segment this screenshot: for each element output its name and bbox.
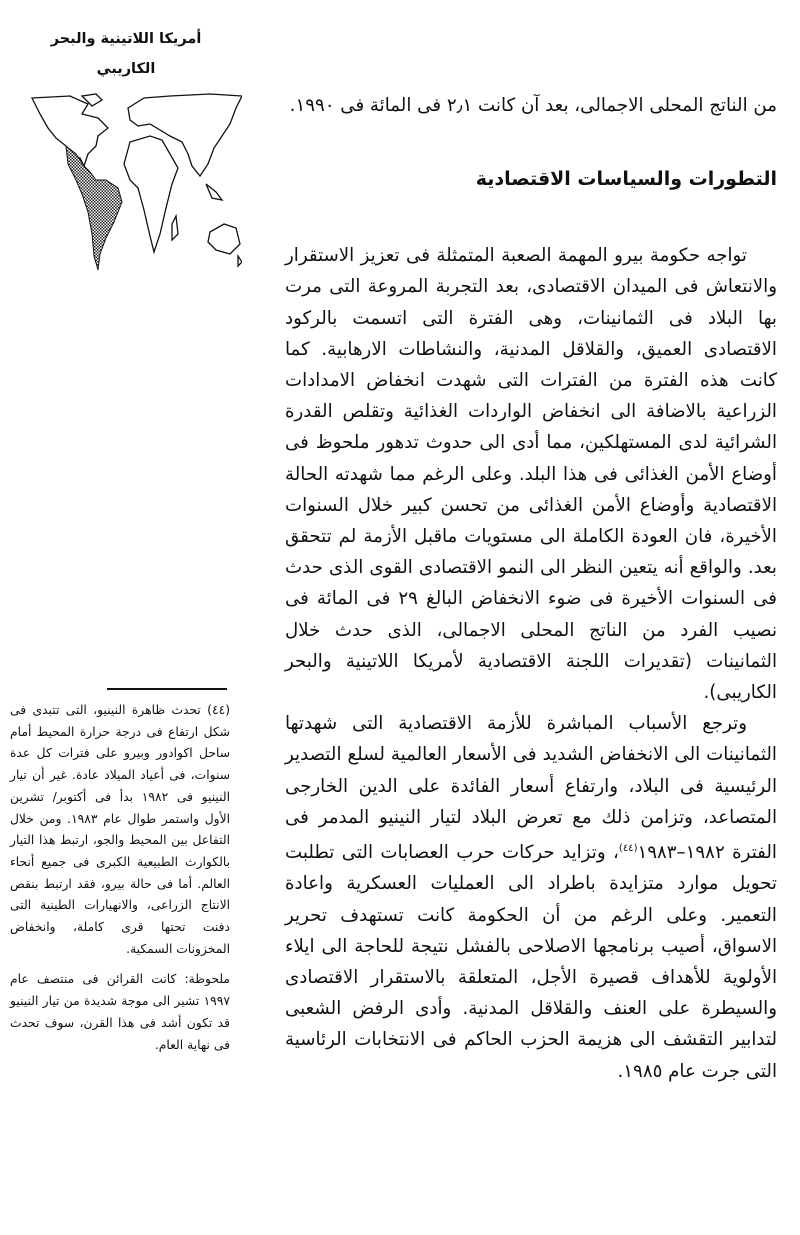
sidebar bbox=[10, 0, 242, 278]
section-heading: التطورات والسياسات الاقتصادية bbox=[475, 168, 777, 191]
paragraph-2-part-2: ، وتزايد حركات حرب العصابات التى تطلبت تحويل موارد متزايدة باطراد الى العمليات العسكرية واعادة التعمير. وعلى الرغم من أن الحكومة كانت تستهدف تحرير الاسواق، أصيب برنامجها الاصلاحى بالفشل نتيجة للحاجة الى ايلاء الأولوية للأهداف قصيرة الأجل، المتعلقة بالاستقرار الاقتصادى والسيطرة على العنف والقلاقل المدنية. وأدى الرفض الشعبى لتدابير التقشف الى هزيمة الحزب الحاكم فى الانتخابات الرئاسية التى جرت عام ١٩٨٥. bbox=[285, 842, 777, 1082]
paragraph-2-part-1: وترجع الأسباب المباشرة للأزمة الاقتصادية التى شهدتها الثمانينات الى الانخفاض الشديد فى الأسعار العالمية لسلع التصدير الرئيسية فى البلاد، وارتفاع أسعار الفائدة على الدين الخارجى المتصاعد، وتزامن ذلك مع تعرض البلاد لتيار النينيو المدمر فى الفترة ١٩٨٢–١٩٨٣ bbox=[285, 713, 777, 864]
map-caption-line2: الكاريبي bbox=[96, 61, 156, 77]
paragraph-2 bbox=[285, 708, 777, 1087]
footnote-remark: ملحوظة: كانت القرائن فى منتصف عام ١٩٩٧ تشير الى موجة شديدة من تيار النينيو قد تكون أشد فى هذا القرن، سوف تحدث فى نهاية العام. bbox=[10, 972, 230, 1052]
map-caption-line1: أمريكا اللاتينية والبحر bbox=[50, 31, 202, 47]
footnotes bbox=[10, 700, 230, 1056]
intro-paragraph: من الناتج المحلى الاجمالى، بعد آن كانت ٢٫١ فى المائة فى ١٩٩٠. bbox=[289, 95, 777, 116]
world-map-icon bbox=[10, 84, 242, 274]
paragraph-1: تواجه حكومة بيرو المهمة الصعبة المتمثلة فى تعزيز الاستقرار والانتعاش فى الميدان الاقتصادى، بعد التجربة المروعة التى مرت بها البلاد فى الثمانينات، وهى الفترة التى اتسمت بالركود الاقتصادى العميق، والقلاقل المدنية، والنشاطات الارهابية. كما كانت هذه الفترة من الفترات التى شهدت انخفاض الامدادات الزراعية بالاضافة الى انخفاض الواردات الغذائية وتقلص القدرة الشرائية لدى المستهلكين، مما أدى الى حدوث تدهور ملحوظ فى أوضاع الأمن الغذائى فى هذا البلد. وعلى الرغم مما شهدته الحالة الاقتصادية وأوضاع الأمن الغذائى من تحسن كبير خلال السنوات الأخيرة، فان العودة الكاملة الى مستويات ماقبل الأزمة لم تتحقق بعد. والواقع أنه يتعين النظر الى النمو الاقتصادى القوى الذى حدث فى السنوات الأخيرة فى ضوء الانخفاض البالغ ٢٩ فى المائة فى نصيب الفرد من الناتج المحلى الاجمالى، الذى حدث خلال الثمانينات (تقديرات اللجنة الاقتصادية لأمريكا اللاتينية والبحر الكاريبى). bbox=[285, 245, 777, 704]
map-caption bbox=[10, 24, 242, 84]
footnote-44: (٤٤) تحدث ظاهرة النينيو، التى تتبدى فى شكل ارتفاع فى درجة حرارة المحيط أمام ساحل اكوادور وبيرو على فترات كل عدة سنوات، فى أعياد الميلاد عادة. غير أن تيار النينيو فى ١٩٨٢ بدأ فى أكتوبر/ تشرين الأول واستمر طوال عام ١٩٨٣. ومن خلال التفاعل بين المحيط والجو، ارتبط هذا التيار بالكوارث الطبيعية الكبرى فى جميع أنحاء العالم. أما فى حالة بيرو، فقد ارتبط بنقص الانتاج الزراعى، والانهيارات الطينية التى دفنت تحتها قرى كاملة، وانخفاض المخزونات السمكية. bbox=[10, 703, 230, 956]
main-column bbox=[285, 90, 777, 1087]
footnote-reference-44[interactable]: (٤٤) bbox=[618, 843, 638, 855]
footnote-divider bbox=[107, 688, 227, 690]
